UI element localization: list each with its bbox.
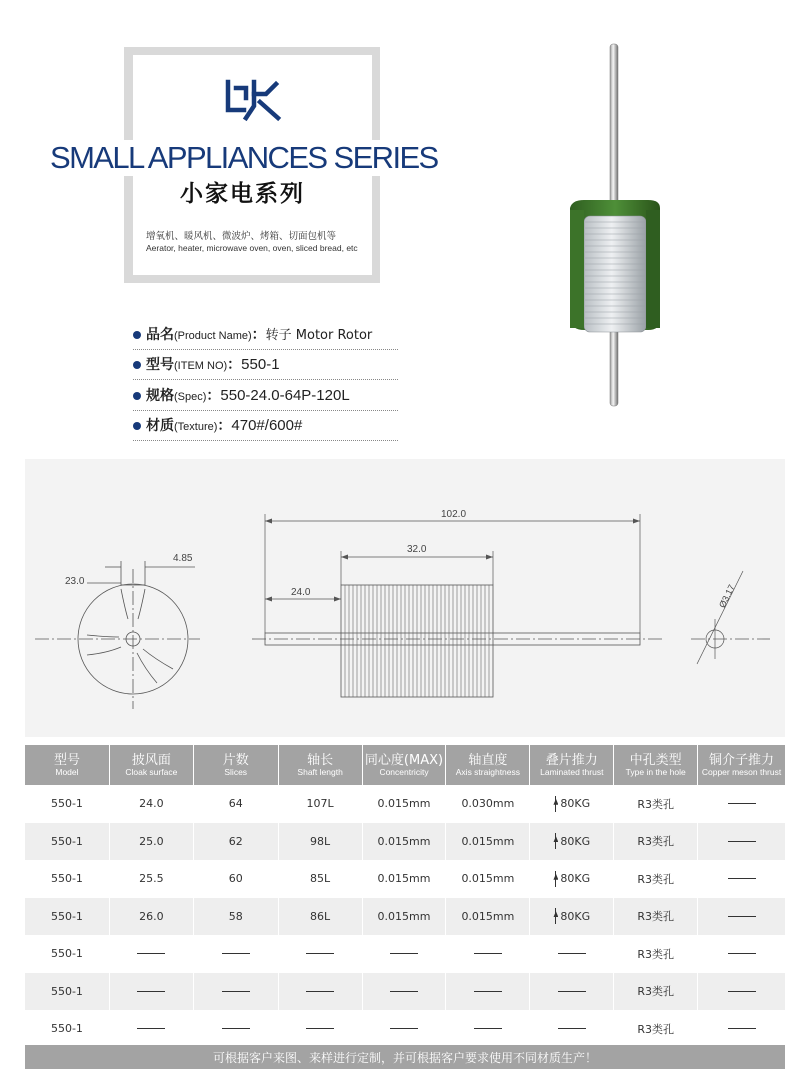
column-header: 叠片推力 Laminated thrust (530, 745, 614, 785)
spec-item-no: 型号(ITEM NO)：550-1 (133, 354, 398, 380)
dash-placeholder (137, 953, 165, 954)
dim-core-length: 32.0 (407, 544, 427, 555)
dim-shaft-diameter: Ø3.17 (717, 582, 737, 610)
series-title: SMALL APPLIANCES SERIES (50, 140, 470, 176)
table-cell (698, 973, 785, 1011)
spec-product-name: 品名(Product Name)：转子 Motor Rotor (133, 324, 398, 350)
table-cell (698, 860, 785, 898)
table-row (25, 973, 785, 1011)
table-cell (363, 973, 447, 1011)
table-cell: 58 (194, 898, 279, 936)
dim-slot-width: 4.85 (173, 553, 193, 564)
dash-placeholder (306, 991, 334, 992)
table-body (25, 785, 785, 1048)
dash-placeholder (222, 991, 250, 992)
table-cell: 98L (279, 823, 363, 861)
table-cell: 550-1 (25, 860, 110, 898)
table-cell (698, 935, 785, 973)
column-header: 铜介子推力 Copper meson thrust (701, 753, 782, 777)
table-cell: 0.015mm (363, 860, 447, 898)
dash-placeholder (390, 991, 418, 992)
table-cell (530, 935, 614, 973)
table-cell: 107L (279, 785, 363, 823)
dim-shaft-offset: 24.0 (291, 587, 311, 598)
dash-placeholder (222, 1028, 250, 1029)
drawing-canvas (25, 459, 785, 737)
table-cell (279, 1010, 363, 1048)
table-cell (279, 973, 363, 1011)
table-cell (698, 785, 785, 823)
table-cell: 26.0 (110, 898, 194, 936)
dash-placeholder (474, 991, 502, 992)
table-cell (110, 1010, 194, 1048)
table-cell: 86L (279, 898, 363, 936)
dim-outer-angle: 23.0 (65, 576, 85, 587)
table-cell (110, 973, 194, 1011)
column-header: 同心度(MAX) Concentricity (363, 745, 447, 785)
thrust-arrow-icon (553, 871, 558, 887)
table-row (25, 785, 785, 823)
dash-placeholder (728, 1028, 756, 1029)
table-cell: 550-1 (25, 785, 110, 823)
bullet-icon (133, 422, 141, 430)
table-cell: 80KG (530, 860, 614, 898)
table-cell (194, 973, 279, 1011)
column-header: 片数 Slices (194, 745, 279, 785)
table-cell: 25.0 (110, 823, 194, 861)
dash-placeholder (728, 878, 756, 879)
table-cell: 80KG (530, 823, 614, 861)
table-cell: 550-1 (25, 1010, 110, 1048)
column-header: 轴直度 Axis straightness (446, 745, 530, 785)
dash-placeholder (390, 1028, 418, 1029)
table-cell (698, 823, 785, 861)
dash-placeholder (558, 1028, 586, 1029)
table-cell: 550-1 (25, 823, 110, 861)
table-cell: 0.015mm (446, 823, 530, 861)
dash-placeholder (728, 841, 756, 842)
table-cell (363, 1010, 447, 1048)
dash-placeholder (558, 991, 586, 992)
table-cell (446, 1010, 530, 1048)
table-cell: R3类孔 (614, 973, 698, 1011)
table-cell (530, 1010, 614, 1048)
dash-placeholder (474, 1028, 502, 1029)
table-cell: 62 (194, 823, 279, 861)
thrust-arrow-icon (553, 833, 558, 849)
spec-spec: 规格(Spec)：550-24.0-64P-120L (133, 385, 398, 411)
spec-texture: 材质(Texture)：470#/600# (133, 415, 398, 441)
table-cell (194, 1010, 279, 1048)
table-cell: R3类孔 (614, 935, 698, 973)
table-cell: 0.015mm (446, 860, 530, 898)
table-cell: R3类孔 (614, 898, 698, 936)
table-cell: R3类孔 (614, 1010, 698, 1048)
table-cell (279, 935, 363, 973)
brand-logo (216, 76, 288, 124)
dash-placeholder (390, 953, 418, 954)
thrust-arrow-icon (553, 796, 558, 812)
table-cell: 0.030mm (446, 785, 530, 823)
dash-placeholder (137, 1028, 165, 1029)
table-cell: 60 (194, 860, 279, 898)
bullet-icon (133, 331, 141, 339)
table-row (25, 1010, 785, 1048)
table-cell (698, 898, 785, 936)
spec-table (25, 745, 785, 1048)
table-header (25, 745, 785, 785)
dash-placeholder (728, 803, 756, 804)
column-header: 披风面 Cloak surface (110, 745, 194, 785)
thrust-arrow-icon (553, 908, 558, 924)
table-row (25, 823, 785, 861)
table-cell: 64 (194, 785, 279, 823)
dash-placeholder (306, 953, 334, 954)
column-header: 型号 Model (25, 745, 110, 785)
dash-placeholder (474, 953, 502, 954)
dash-placeholder (728, 991, 756, 992)
table-cell (194, 935, 279, 973)
dash-placeholder (222, 953, 250, 954)
table-cell: 0.015mm (363, 898, 447, 936)
bullet-icon (133, 392, 141, 400)
table-cell (110, 935, 194, 973)
table-cell (363, 935, 447, 973)
table-cell: 550-1 (25, 898, 110, 936)
table-cell: R3类孔 (614, 860, 698, 898)
table-cell: 25.5 (110, 860, 194, 898)
rotor-illustration (560, 40, 670, 410)
table-cell: 80KG (530, 898, 614, 936)
dash-placeholder (306, 1028, 334, 1029)
dash-placeholder (558, 953, 586, 954)
table-cell: R3类孔 (614, 785, 698, 823)
column-header: 轴长 Shaft length (279, 745, 363, 785)
table-row (25, 898, 785, 936)
table-cell: 85L (279, 860, 363, 898)
table-cell (530, 973, 614, 1011)
table-cell: 0.015mm (363, 823, 447, 861)
table-cell (698, 1010, 785, 1048)
applications-en: Aerator, heater, microwave oven, oven, sliced bread, etc (146, 243, 358, 253)
table-cell: 80KG (530, 785, 614, 823)
table-cell: 0.015mm (446, 898, 530, 936)
series-title-cn: 小家电系列 (180, 181, 305, 207)
dash-placeholder (137, 991, 165, 992)
table-cell: R3类孔 (614, 823, 698, 861)
dash-placeholder (728, 953, 756, 954)
column-header: 中孔类型 Type in the hole (614, 745, 698, 785)
footer-note: 可根据客户来图、来样进行定制，并可根据客户要求使用不同材质生产！ (25, 1045, 785, 1069)
applications-cn: 增氧机、暖风机、微波炉、烤箱、切面包机等 (146, 231, 337, 242)
technical-drawing (25, 459, 785, 737)
table-cell: 24.0 (110, 785, 194, 823)
dash-placeholder (728, 916, 756, 917)
table-cell: 550-1 (25, 973, 110, 1011)
table-cell: 550-1 (25, 935, 110, 973)
table-cell (446, 935, 530, 973)
table-row (25, 935, 785, 973)
table-cell: 0.015mm (363, 785, 447, 823)
dim-total-length: 102.0 (441, 509, 467, 520)
table-cell (446, 973, 530, 1011)
table-row (25, 860, 785, 898)
bullet-icon (133, 361, 141, 369)
